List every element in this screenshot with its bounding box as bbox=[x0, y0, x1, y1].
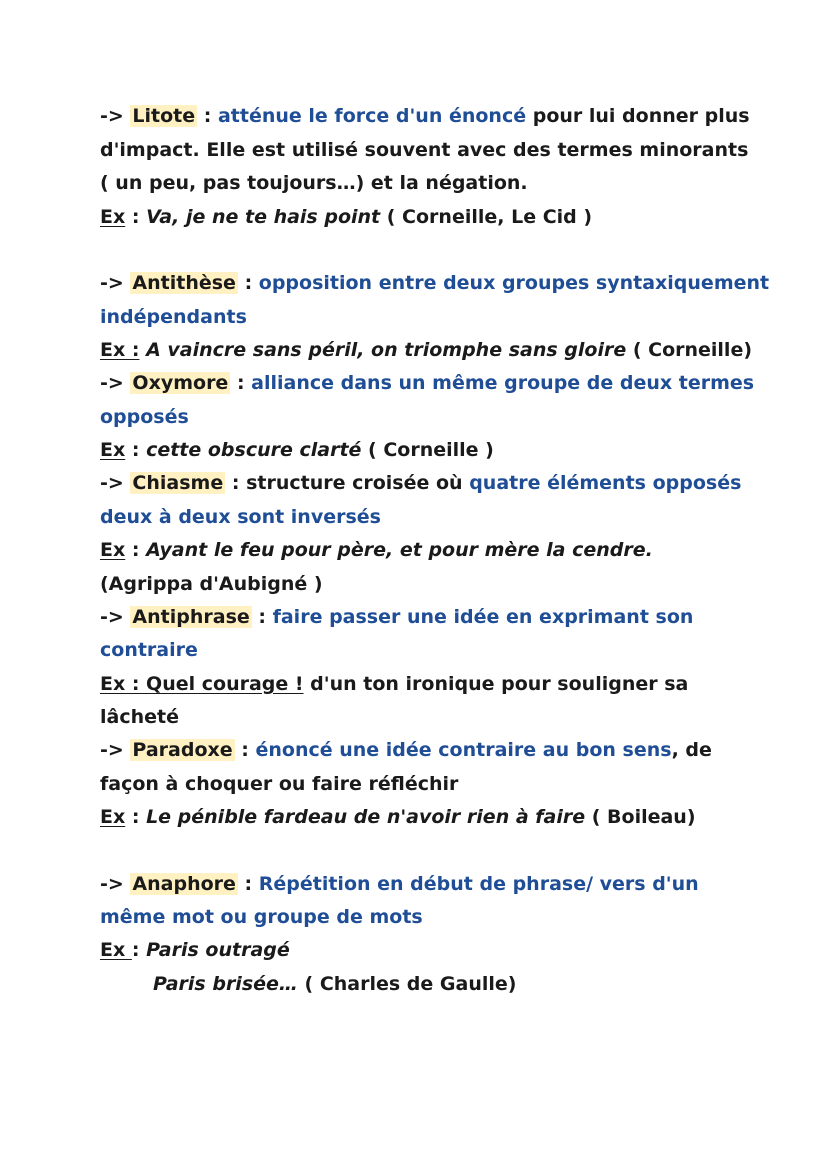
example-source: ( Corneille ) bbox=[361, 439, 494, 461]
chiasme-line-1 bbox=[100, 468, 741, 498]
definition-rest: , de bbox=[671, 739, 712, 761]
term-chiasme: Chiasme bbox=[132, 472, 224, 494]
arrow: -> bbox=[100, 372, 131, 394]
separator: : bbox=[234, 739, 256, 761]
definition: énoncé une idée contraire au bon sens bbox=[255, 739, 672, 761]
chiasme-example-source: (Agrippa d'Aubigné ) bbox=[100, 573, 323, 595]
arrow: -> bbox=[100, 272, 131, 294]
definition-rest: pour lui donner plus bbox=[526, 105, 750, 127]
example-source: ( Corneille) bbox=[626, 339, 753, 361]
example-label: Ex bbox=[100, 539, 126, 561]
antiphrase-example-line-2: lâcheté bbox=[100, 706, 179, 728]
example-label: Ex : bbox=[100, 339, 140, 361]
term-paradoxe: Paradoxe bbox=[132, 739, 233, 761]
example-text: A vaincre sans péril, on triomphe sans gloire bbox=[139, 339, 627, 361]
definition: opposition entre deux groupes syntaxiquement bbox=[258, 272, 770, 294]
antithese-line-2: indépendants bbox=[100, 306, 247, 328]
example-source: ( Corneille, Le Cid ) bbox=[380, 206, 593, 228]
arrow: -> bbox=[100, 472, 131, 494]
term-antithese: Antithèse bbox=[132, 272, 236, 294]
antiphrase-line-2: contraire bbox=[100, 639, 198, 661]
definition-prefix: structure croisée où bbox=[246, 472, 470, 494]
chiasme-example bbox=[100, 535, 653, 565]
example-text: d'un ton ironique pour souligner sa bbox=[303, 673, 689, 695]
example-source: ( Boileau) bbox=[585, 806, 696, 828]
example-text: cette obscure clarté bbox=[146, 439, 362, 461]
arrow: -> bbox=[100, 105, 131, 127]
antiphrase-line-1 bbox=[100, 602, 693, 632]
paradoxe-line-2: façon à choquer ou faire réfléchir bbox=[100, 773, 459, 795]
anaphore-line-2: même mot ou groupe de mots bbox=[100, 906, 423, 928]
example-text-2: Paris brisée… bbox=[153, 973, 298, 995]
litote-example bbox=[100, 202, 592, 232]
example-label: Ex bbox=[100, 206, 126, 228]
definition: quatre éléments opposés bbox=[469, 472, 742, 494]
chiasme-line-2: deux à deux sont inversés bbox=[100, 506, 381, 528]
separator: : bbox=[237, 873, 259, 895]
antithese-example bbox=[100, 335, 752, 365]
anaphore-example bbox=[100, 935, 290, 965]
example-label: Ex : Quel courage ! bbox=[100, 673, 304, 695]
oxymore-example bbox=[100, 435, 494, 465]
litote-line-2: d'impact. Elle est utilisé souvent avec des termes minorants bbox=[100, 139, 749, 161]
anaphore-line-1 bbox=[100, 869, 699, 899]
separator: : bbox=[230, 372, 252, 394]
example-text: Paris outragé bbox=[146, 939, 290, 961]
separator: : bbox=[225, 472, 247, 494]
term-oxymore: Oxymore bbox=[132, 372, 229, 394]
definition: atténue le force d'un énoncé bbox=[217, 105, 527, 127]
anaphore-example-line-2 bbox=[153, 969, 516, 999]
paradoxe-example bbox=[100, 802, 696, 832]
example-label: Ex bbox=[100, 939, 132, 961]
oxymore-line-1 bbox=[100, 368, 754, 398]
paradoxe-line-1 bbox=[100, 735, 712, 765]
term-anaphore: Anaphore bbox=[132, 873, 236, 895]
arrow: -> bbox=[100, 606, 131, 628]
antiphrase-example bbox=[100, 669, 688, 699]
example-label: Ex bbox=[100, 806, 126, 828]
separator: : bbox=[251, 606, 273, 628]
litote-line-3: ( un peu, pas toujours…) et la négation. bbox=[100, 172, 528, 194]
litote-line-1 bbox=[100, 101, 750, 131]
example-label: Ex bbox=[100, 439, 126, 461]
antithese-line-1 bbox=[100, 268, 769, 298]
separator: : bbox=[125, 806, 147, 828]
arrow: -> bbox=[100, 739, 131, 761]
example-text: Ayant le feu pour père, et pour mère la cendre. bbox=[146, 539, 653, 561]
separator: : bbox=[197, 105, 218, 127]
example-source: ( Charles de Gaulle) bbox=[297, 973, 517, 995]
separator: : bbox=[125, 539, 147, 561]
definition: Répétition en début de phrase/ vers d'un bbox=[258, 873, 699, 895]
term-litote: Litote bbox=[132, 105, 196, 127]
definition: faire passer une idée en exprimant son bbox=[272, 606, 694, 628]
arrow: -> bbox=[100, 873, 131, 895]
separator: : bbox=[125, 439, 147, 461]
separator: : bbox=[237, 272, 259, 294]
separator: : bbox=[125, 206, 147, 228]
example-text: Le pénible fardeau de n'avoir rien à faire bbox=[146, 806, 586, 828]
oxymore-line-2: opposés bbox=[100, 406, 189, 428]
term-antiphrase: Antiphrase bbox=[132, 606, 250, 628]
separator: : bbox=[131, 939, 147, 961]
example-text: Va, je ne te hais point bbox=[146, 206, 381, 228]
definition: alliance dans un même groupe de deux termes bbox=[251, 372, 755, 394]
